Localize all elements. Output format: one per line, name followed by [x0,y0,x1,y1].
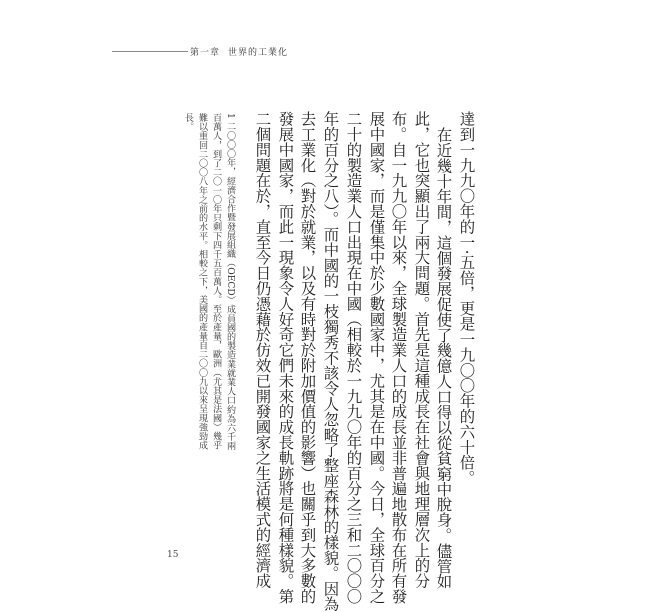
footnote-column: 百萬人，到了二〇一〇年只剩下四千五百萬人。至於產量，歐洲（尤其是法國）幾乎 [211,113,222,450]
body-column: 展中國家，而是僅集中於少數國家中，尤其是在中國。今日，全球百分之 [367,111,386,604]
body-column: 達到一九九〇年的一‧五倍，更是一九〇〇年的六十倍。 [457,111,476,486]
chapter-title: 世界的工業化 [228,48,289,58]
body-column: 在近幾十年間，這個發展促使了幾億人口得以從貧窮中脫身。儘管如 [434,127,453,589]
page-number: 15 [167,550,179,560]
body-column: 此，它也突顯出了兩大問題。首先是這種成長在社會與地理層次上的分 [412,111,431,589]
footnote-column: 長。 [183,113,194,132]
body-column: 去工業化（對於就業，以及有時對於附加價值的影響）也關乎到大多數的 [298,111,317,604]
footnote-column: 1 二〇〇〇年，經濟合作暨發展組織（OECD）成員國的製造業就業人口約為六千兩 [225,113,236,451]
body-column: 布。自一九九〇年以來，全球製造業人口的成長並非普遍地散布在所有發 [389,111,408,604]
header-rule [112,51,188,52]
body-column: 年的百分之八）。而中國的一枝獨秀不該令人忽略了整座森林的樣貌。因為 [321,111,340,612]
running-header [190,45,288,58]
body-column: 發展中國家，而此一現象令人好奇它們未來的成長軌跡將是何種樣貌。第 [276,111,295,604]
body-column: 二十的製造業人口出現在中國（相較於一九九〇年的百分之三和二〇〇〇 [344,111,363,604]
chapter-label: 第一章 [190,48,221,58]
footnote-column: 難以重回二〇〇八年之前的水平。相較之下，美國的產量自二〇〇九以來呈現強勁成 [197,113,208,450]
body-column: 二個問題在於，直至今日仍憑藉於仿效已開發國家之生活模式的經濟成 [253,111,272,589]
